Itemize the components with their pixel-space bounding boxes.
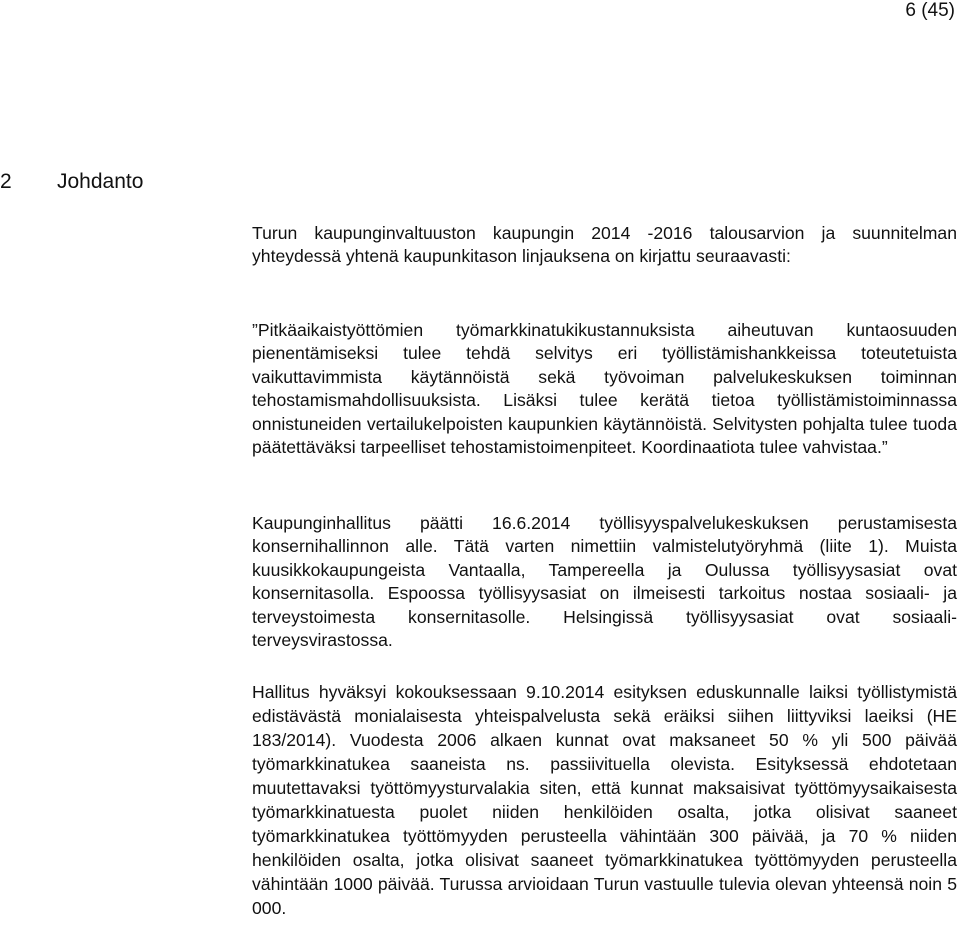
section-number: 2: [0, 170, 12, 193]
page-number: 6 (45): [905, 0, 955, 21]
hallitus-paragraph: Hallitus hyväksyi kokouksessaan 9.10.2014 esityksen eduskunnalle laiksi työllistymistä edistävästä monialaisesta yhteispalvelusta sekä eräiksi siihen liittyviksi laeiksi (HE 183/2014). Vuodesta 2006 alkaen kunnat ovat maksaneet 50 % yli 500 päivää työmarkkinatukea saaneista ns. passiivituella olevista. Esityksessä ehdotetaan muutettavaksi työttömyysturvalakia siten, että kunnat maksaisivat työttömyysaikaisesta työmarkkinatuesta puolet niiden henkilöiden osalta, jotka olisivat saaneet työmarkkinatukea työttömyyden perusteella vähintään 300 päivää, ja 70 % niiden henkilöiden osalta, jotka olisivat saaneet työmarkkinatukea työttömyyden perusteella vähintään 1000 päivää. Turussa arvioidaan Turun vastuulle tulevia olevan yhteensä noin 5 000.: [252, 682, 957, 918]
kaupunginhallitus-paragraph-block: [252, 512, 957, 652]
intro-paragraph: Turun kaupunginvaltuuston kaupungin 2014 -2016 talousarvion ja suunnitelman yhteydessä yhtenä kaupunkitason linjauksena on kirjattu seuraavasti:: [252, 223, 957, 267]
hallitus-paragraph-block: [252, 680, 957, 920]
kaupunginhallitus-paragraph: Kaupunginhallitus päätti 16.6.2014 työllisyyspalvelukeskuksen perustamisesta konsernihallinnon alle. Tätä varten nimettiin valmistelutyöryhmä (liite 1). Muista kuusikkokaupungeista Vantaalla, Tampereella ja Oulussa työllisyysasiat ovat konsernitasolla. Espoossa työllisyysasiat on ilmeisesti tarkoitus nostaa sosiaali- ja terveystoimesta konsernitasolle. Helsingissä työllisyysasiat ovat sosiaali- terveysvirastossa.: [252, 513, 957, 651]
section-title: Johdanto: [57, 170, 144, 193]
intro-paragraph-block: [252, 222, 957, 269]
quote-paragraph-block: [252, 319, 957, 459]
section-heading: [0, 170, 143, 194]
quote-paragraph: ”Pitkäaikaistyöttömien työmarkkinatukikustannuksista aiheutuvan kuntaosuuden pienentämiseksi tulee tehdä selvitys eri työllistämishankkeissa toteutetuista vaikuttavimmista käytännöistä sekä työvoiman palvelukeskuksen toiminnan tehostamismahdollisuuksista. Lisäksi tulee kerätä tietoa työllistämistoiminnassa onnistuneiden vertailukelpoisten kaupunkien käytännöistä. Selvitysten pohjalta tulee tuoda päätettäväksi tarpeelliset tehostamistoimenpiteet. Koordinaatiota tulee vahvistaa.”: [252, 320, 957, 458]
